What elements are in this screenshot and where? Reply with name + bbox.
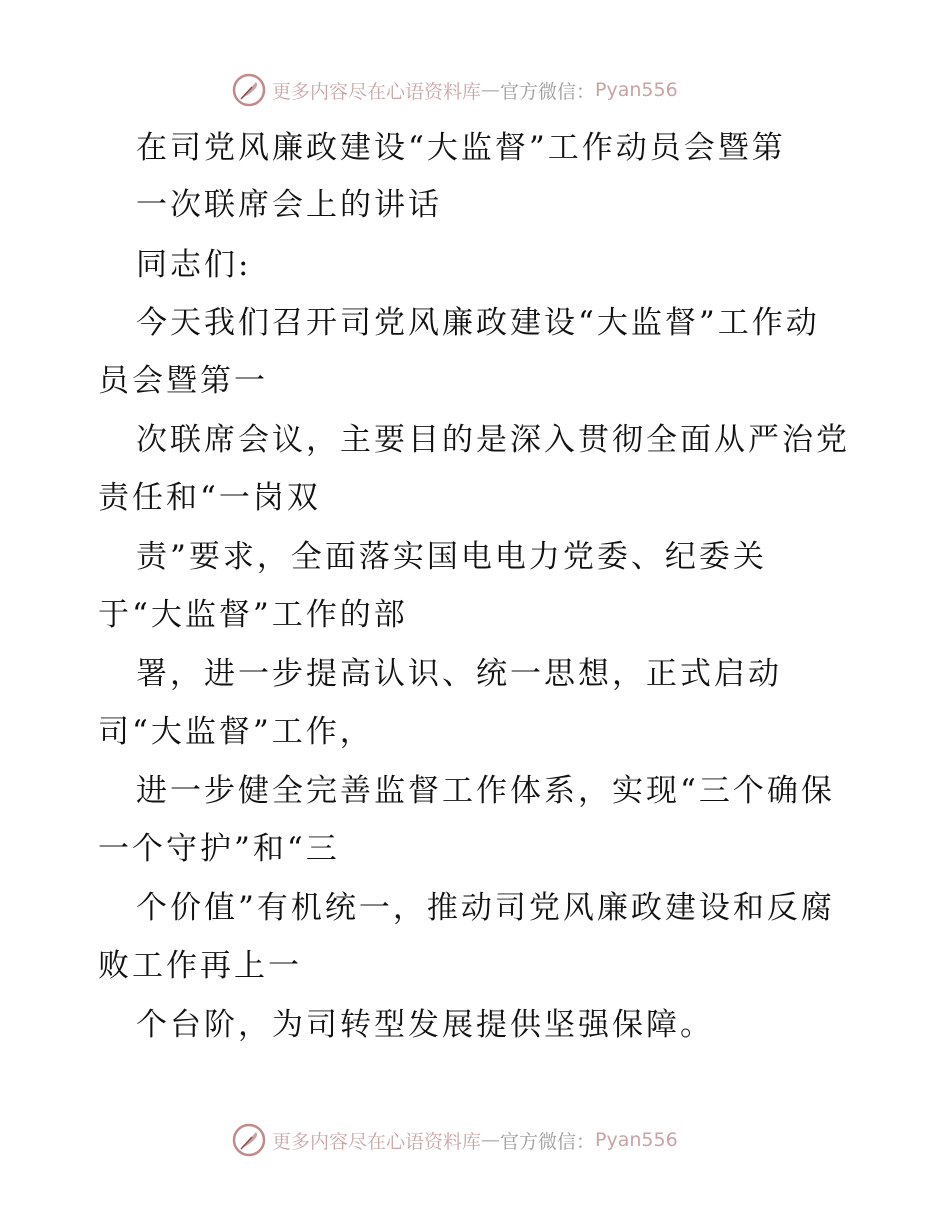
feather-pen-logo-icon: [232, 73, 266, 107]
document-title-line-1: 在司党风廉政建设“大监督”工作动员会暨第: [136, 130, 786, 166]
body-line: 进一步健全完善监督工作体系，实现“三个确保: [136, 773, 835, 809]
body-line: 一个守护”和“三: [98, 831, 340, 867]
body-line: 个价值”有机统一，推动司党风廉政建设和反腐: [136, 890, 835, 926]
body-line: 今天我们召开司党风廉政建设“大监督”工作动: [136, 305, 820, 341]
salutation: 同志们:: [136, 247, 252, 283]
document-title-line-2: 一次联席会上的讲话: [136, 187, 442, 223]
banner-wechat-id: Pyan556: [595, 1129, 678, 1151]
body-line: 败工作再上一: [98, 948, 302, 984]
footer-banner: [232, 1120, 752, 1160]
body-line: 司“大监督”工作，: [98, 714, 374, 750]
body-line: 员会暨第一: [98, 363, 268, 399]
header-banner: [232, 70, 752, 110]
banner-separator: —: [481, 79, 501, 101]
banner-main-text: 更多内容尽在心语资料库: [272, 1130, 482, 1153]
banner-wechat-label: 官方微信：: [500, 80, 596, 103]
body-line: 责任和“一岗双: [98, 480, 321, 516]
feather-pen-logo-icon: [232, 1123, 266, 1157]
banner-wechat-label: 官方微信：: [500, 1130, 596, 1153]
body-line: 于“大监督”工作的部: [98, 597, 408, 633]
body-line: 个台阶，为司转型发展提供坚强保障。: [136, 1007, 714, 1043]
body-line: 署，进一步提高认识、统一思想，正式启动: [136, 656, 782, 692]
body-line: 次联席会议，主要目的是深入贯彻全面从严治党: [136, 422, 850, 458]
banner-separator: —: [481, 1129, 501, 1151]
banner-main-text: 更多内容尽在心语资料库: [272, 80, 482, 103]
body-line: 责”要求，全面落实国电电力党委、纪委关: [136, 539, 767, 575]
banner-wechat-id: Pyan556: [595, 79, 678, 101]
